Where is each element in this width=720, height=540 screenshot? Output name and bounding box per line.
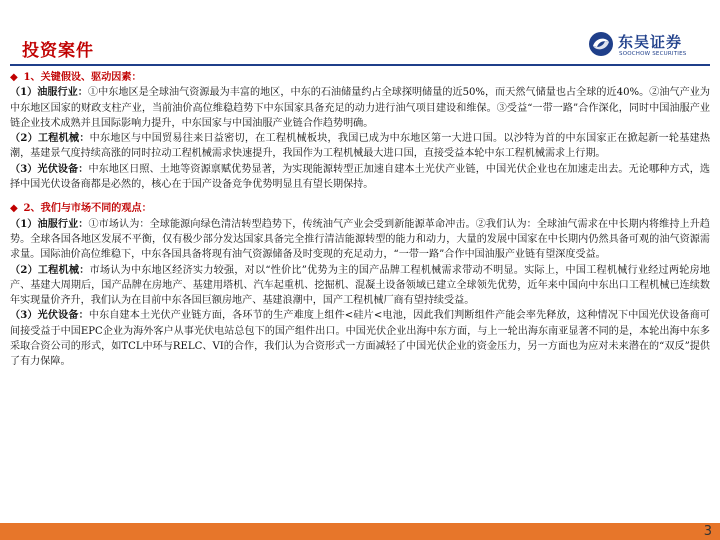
paragraph-text: 市场认为中东地区经济实力较强，对以“性价比”优势为主的国产品牌工程机械需求带动不明显。实际上，中国工程机械行业经过两轮房地产、基建大周期后，国产品牌在房地产、基建用塔机、汽车起重机、挖掘机、混凝土设备领域已建立全球领先优势，近年来中国向中东出口工程机械已连续数年实现量价齐升，我们认为在目前中东各国巨额房地产、基建浪潮中，国产工程机械厂商有望持续受益。	[10, 264, 710, 307]
diamond-bullet-icon: ◆	[10, 203, 18, 215]
main-content	[10, 70, 710, 370]
swirl-logo-icon	[588, 31, 614, 57]
footer-bar	[0, 523, 720, 540]
paragraph-label: （1）油服行业：	[10, 87, 88, 99]
page-number: 3	[703, 524, 712, 539]
paragraph-label: （1）油服行业：	[10, 218, 89, 230]
paragraph-text: 中东地区日照、土地等资源禀赋优势显著，为实现能源转型正加速自建本土光伏产业链，中国光伏企业也在加速走出去。无论哪种方式，选择中国光伏设备商都是必然的，核心在于国产设备竞争优势明显且有望长期保持。	[10, 163, 711, 191]
paragraph-text: ①中东地区是全球油气资源最为丰富的地区，中东的石油储量约占全球探明储量的近50%，而天然气储量也占全球的近40%。②油气产业为中东地区国家的财政支柱产业，当前油价高位维稳趋势下中东国家具备充足的动力进行油气项目建设和维保。③受益“一带一路”合作深化，同时中国油服产业链企业技术成熟并且国际影响力提升，中东国家与中国油服产业链合作趋势明确。	[10, 87, 710, 129]
diamond-bullet-icon: ◆	[10, 72, 18, 83]
paragraph-label: （3）光伏设备：	[10, 310, 89, 322]
paragraph-label: （2）工程机械：	[10, 133, 90, 145]
paragraph-pv-equipment	[10, 162, 710, 193]
section-title	[10, 70, 710, 85]
section-differing-views	[10, 201, 710, 369]
section-key-assumptions	[10, 70, 710, 192]
paragraph-construction-machinery	[10, 263, 710, 309]
page-title: 投资案件	[22, 41, 94, 61]
header-divider	[10, 64, 710, 66]
logo-english-name: SOOCHOW SECURITIES	[619, 51, 687, 57]
paragraph-text: 中东地区与中国贸易往来日益密切，在工程机械板块，我国已成为中东地区第一大进口国。以沙特为首的中东国家正在掀起新一轮基建热潮，基建景气度持续高涨的同时拉动工程机械需求快速提升，我国作为工程机械最大进口国，直接受益本轮中东工程机械需求上行期。	[10, 133, 710, 160]
paragraph-oil-services	[10, 217, 710, 263]
section-title	[10, 201, 710, 216]
paragraph-oil-services	[10, 85, 710, 131]
paragraph-construction-machinery	[10, 131, 710, 162]
paragraph-text: ①市场认为：全球能源向绿色清洁转型趋势下，传统油气产业会受到新能源革命冲击。②我们认为：全球油气需求在中长期内将维持上升趋势。全球各国各地区发展不平衡，仅有极少部分发达国家具备完全推行清洁能源转型的能力和动力，大量的发展中国家在中长期内仍然具备可观的油气资源需求量。国际油价高位维稳下，中东各国具备将现有油气资源储备及时变现的充足动力，“一带一路”合作中国油服产业链有望深度受益。	[10, 218, 711, 261]
paragraph-label: （2）工程机械：	[10, 264, 90, 276]
paragraph-text: 中东自建本土光伏产业链方面，各环节的生产难度上组件<硅片<电池，因此我们判断组件产能会率先释放，这种情况下中国光伏设备商可间接受益于中国EPC企业为海外客户从事光伏电站总包下的国产组件出口。中国光伏企业出海中东方面，与上一轮出海东南亚显著不同的是，本轮出海中东多采取合资公司的形式，如TCL中环与RELC、VI的合作，我们认为合资形式一方面减轻了中国光伏企业的资金压力，另一方面也为应对未来潜在的“双反”提供了有力保障。	[10, 310, 710, 368]
company-logo	[588, 30, 700, 62]
paragraph-pv-equipment	[10, 308, 710, 369]
paragraph-label: （3）光伏设备：	[10, 163, 89, 175]
slide-header	[0, 0, 720, 62]
section-title-text: 1、关键假设、驱动因素：	[23, 72, 142, 83]
section-title-text: 2、我们与市场不同的观点：	[23, 203, 152, 215]
logo-chinese-name: 东吴证券	[618, 33, 683, 51]
